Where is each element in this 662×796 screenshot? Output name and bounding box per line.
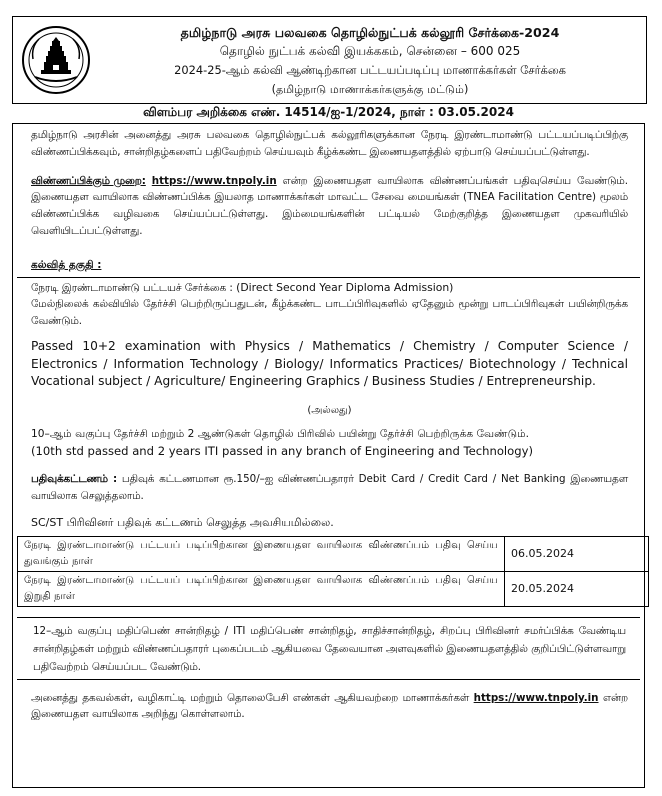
apply-method-paragraph [31, 173, 628, 240]
apply-method-text: என்ற இணையதள வாயிலாக விண்ணப்பங்கள் பதிவுசெய்ய வேண்டும். இணையதள வாயிலாக விண்ணப்பிக்க இயலாத மாணாக்கர்கள் மாவட்ட சேவை மையங்கள் (TNEA Facilitation Centre) மூலம் விண்ணப்பிக்க வழிவகை செய்யப்பட்டுள்ளது. இம்மையங்களின் பட்டியல் மேற்குறித்த இணையதள முகவரியில் வெளியிடப்பட்டுள்ளது. [31, 174, 628, 237]
intro-paragraph: தமிழ்நாடு அரசின் அனைத்து அரசு பலவகை தொழில்நுட்பக் கல்லூரிகளுக்கான நேரடி இரண்டாமாண்டு பட்டயப்படிப்பிற்கு விண்ணப்பிக்கவும், சான்றிதழ்களைப் பதிவேற்றம் செய்யவும் கீழ்க்கண்ட இணையதளத்தில் ஏற்பாடு செய்யப்பட்டுள்ளது. [31, 129, 628, 158]
sc-st-note: SC/ST பிரிவினர் பதிவுக் கட்டணம் செலுத்த அவசியமில்லை. [31, 515, 334, 529]
requirement-text: மேல்நிலைக் கல்வியில் தேர்ச்சி பெற்றிருப்பதுடன், கீழ்க்கண்ட பாடப்பிரிவுகளில் ஏதேனும் மூன்று பாடப்பிரிவுகள் பயின்றிருக்க வேண்டும். [31, 298, 628, 328]
admission-heading-en: (Direct Second Year Diploma Admission) [236, 280, 454, 294]
advertisement-number: விளம்பர அறிக்கை எண். 14514/ஐ-1/2024, நாள் : 03.05.2024 [143, 105, 514, 119]
tnpoly-link-bottom[interactable]: https://www.tnpoly.in [473, 691, 599, 704]
alternate-qualification-ta: 10–ஆம் வகுப்பு தேர்ச்சி மற்றும் 2 ஆண்டுகள் தொழில் பிரிவில் பயின்று தேர்ச்சி பெற்றிருக்க வேண்டும். [31, 427, 529, 440]
header-box [12, 16, 647, 104]
documents-paragraph: 12–ஆம் வகுப்பு மதிப்பெண் சான்றிதழ் / ITI மதிப்பெண் சான்றிதழ், சாதிச்சான்றிதழ், சிறப்பு பிரிவினர் சமர்ப்பிக்க வேண்டிய சான்றிதழ்கள் மற்றும் விண்ணப்பதாரர் புகைப்படம் ஆகியவை தேவையான அளவுகளில் இணையதளத்தில் குறிப்பிட்டுள்ளவாறு பதிவேற்றம் செய்யப்பட வேண்டும். [17, 617, 640, 680]
college-admission-title: தமிழ்நாடு அரசு பலவகை தொழில்நுட்பக் கல்லூரி சேர்க்கை-2024 [180, 25, 560, 40]
table-row [18, 536, 649, 571]
alternate-qualification [31, 426, 628, 461]
last-date: 20.05.2024 [505, 571, 649, 606]
start-date: 06.05.2024 [505, 536, 649, 571]
qualification-title: கல்வித் தகுதி : [31, 258, 102, 271]
admission-heading-ta: நேரடி இரண்டாமாண்டு பட்டயச் சேர்க்கை : [31, 281, 237, 294]
final-paragraph [31, 690, 628, 723]
tamil-nadu-emblem-icon [21, 25, 91, 95]
dates-table [17, 536, 649, 607]
subjects-text: Passed 10+2 examination with Physics / Mathematics / Chemistry / Computer Science / Electronics / Information Technology / Biology/ Informatics Practices/ Biotechnology / Technical Vocational subject / Agriculture/ Engineering Graphics / Business Studies / Entrepreneurship. [31, 338, 628, 389]
apply-method-title: விண்ணப்பிக்கும் முறை: [31, 174, 146, 187]
fee-paragraph [31, 471, 628, 505]
alternate-qualification-en: (10th std passed and 2 years ITI passed in any branch of Engineering and Technology) [31, 443, 533, 458]
tnpoly-link[interactable]: https://www.tnpoly.in [151, 174, 277, 187]
date-label: நேரடி இரண்டாமாண்டு பட்டயப் படிப்பிற்கான இணையதள வாயிலாக விண்ணப்பம் பதிவு செய்ய துவங்கும் நாள் [18, 536, 505, 571]
admission-heading [31, 280, 628, 297]
or-separator: (அல்லது) [307, 404, 352, 416]
academic-year-line: 2024-25-ஆம் கல்வி ஆண்டிற்கான பட்டயப்படிப்பு மாணாக்கர்கள் சேர்க்கை [174, 63, 566, 77]
tamil-nadu-only-note: (தமிழ்நாடு மாணாக்கர்களுக்கு மட்டும்) [271, 83, 469, 96]
date-label: நேரடி இரண்டாமாண்டு பட்டயப் படிப்பிற்கான இணையதள வாயிலாக விண்ணப்பம் பதிவு செய்ய இறுதி நாள் [18, 571, 505, 606]
directorate-name: தொழில் நுட்பக் கல்வி இயக்ககம், சென்னை – 600 025 [219, 44, 521, 58]
table-row [18, 571, 649, 606]
fee-label: பதிவுக்கட்டணம் : [31, 472, 118, 485]
notice-body [12, 123, 645, 788]
final-text-2: என்ற இணையதள வாயிலாக அறிந்து கொள்ளலாம். [31, 691, 628, 721]
qualification-box [17, 277, 640, 723]
fee-text: பதிவுக் கட்டணமான ரூ.150/–ஐ விண்ணப்பதாரர் Debit Card / Credit Card / Net Banking இணையதள வாயிலாக செலுத்தலாம். [31, 472, 629, 502]
final-text: அனைத்து தகவல்கள், வழிகாட்டி மற்றும் தொலைபேசி எண்கள் ஆகியவற்றை மாணாக்கர்கள் [31, 691, 474, 704]
